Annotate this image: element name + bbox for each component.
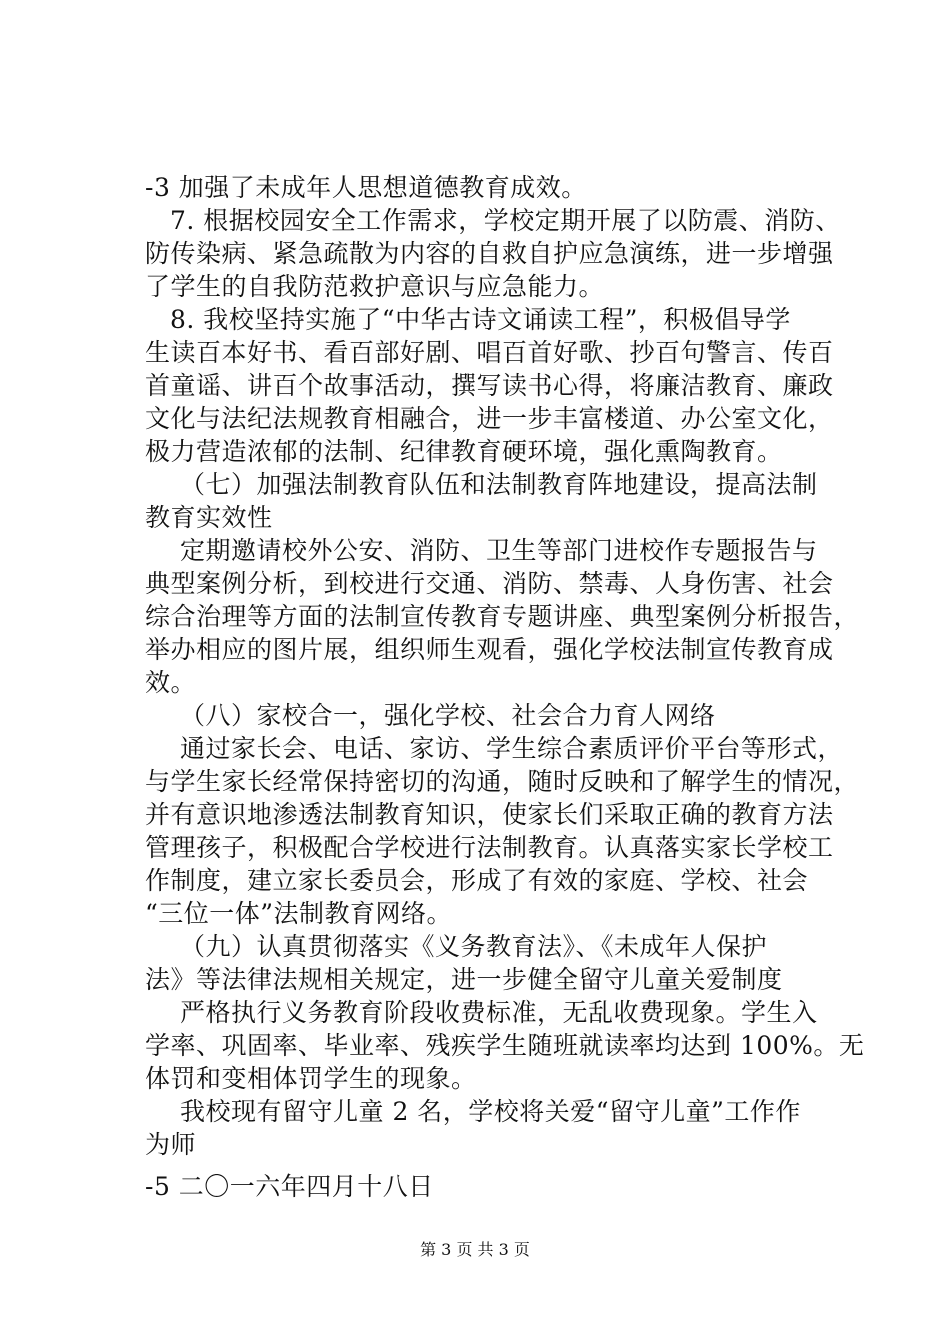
text-line-15: 举办相应的图片展，组织师生观看，强化学校法制宣传教育成 bbox=[145, 635, 834, 664]
section-heading-9-line-2: 法》等法律法规相关规定，进一步健全留守儿童关爱制度 bbox=[145, 965, 783, 994]
text-line-18: 通过家长会、电话、家访、学生综合素质评价平台等形式， bbox=[180, 734, 844, 763]
section-heading-7-line-2: 教育实效性 bbox=[145, 503, 273, 532]
text-line-26: 严格执行义务教育阶段收费标准，无乱收费现象。学生入 bbox=[180, 998, 818, 1027]
text-line-6: 生读百本好书、看百部好剧、唱百首好歌、抄百句警言、传百 bbox=[145, 338, 834, 367]
text-line-14: 综合治理等方面的法制宣传教育专题讲座、典型案例分析报告， bbox=[145, 602, 860, 631]
text-line-29: 我校现有留守儿童 2 名，学校将关爱“留守儿童”工作作 bbox=[180, 1097, 801, 1126]
text-line-21: 管理孩子，积极配合学校进行法制教育。认真落实家长学校工 bbox=[145, 833, 834, 862]
text-line-20: 并有意识地渗透法制教育知识，使家长们采取正确的教育方法 bbox=[145, 800, 834, 829]
text-line-22: 作制度，建立家长委员会，形成了有效的家庭、学校、社会 bbox=[145, 866, 809, 895]
text-line-4: 了学生的自我防范救护意识与应急能力。 bbox=[145, 272, 605, 301]
text-line-23: “三位一体”法制教育网络。 bbox=[145, 899, 453, 928]
text-line-27: 学率、巩固率、毕业率、残疾学生随班就读率均达到 100%。无 bbox=[145, 1031, 865, 1060]
text-line-1: -3 加强了未成年人思想道德教育成效。 bbox=[145, 173, 587, 202]
text-line-8: 文化与法纪法规教育相融合，进一步丰富楼道、办公室文化， bbox=[145, 404, 834, 433]
text-line-9: 极力营造浓郁的法制、纪律教育硬环境，强化熏陶教育。 bbox=[145, 437, 783, 466]
text-line-16: 效。 bbox=[145, 668, 197, 697]
text-line-12: 定期邀请校外公安、消防、卫生等部门进校作专题报告与 bbox=[180, 536, 818, 565]
section-heading-7-line-1: （七）加强法制教育队伍和法制教育阵地建设，提高法制 bbox=[180, 470, 818, 499]
text-line-13: 典型案例分析，到校进行交通、消防、禁毒、人身伤害、社会 bbox=[145, 569, 834, 598]
page-number-footer: 第 3 页 共 3 页 bbox=[420, 1240, 530, 1259]
section-heading-9-line-1: （九）认真贯彻落实《义务教育法》、《未成年人保护 bbox=[180, 932, 768, 961]
text-line-2: 7. 根据校园安全工作需求，学校定期开展了以防震、消防、 bbox=[170, 206, 841, 235]
text-line-30: 为师 bbox=[145, 1130, 197, 1159]
text-line-28: 体罚和变相体罚学生的现象。 bbox=[145, 1064, 477, 1093]
text-line-7: 首童谣、讲百个故事活动，撰写读书心得，将廉洁教育、廉政 bbox=[145, 371, 834, 400]
text-line-3: 防传染病、紧急疏散为内容的自救自护应急演练，进一步增强 bbox=[145, 239, 834, 268]
section-heading-8: （八）家校合一，强化学校、社会合力育人网络 bbox=[180, 701, 716, 730]
text-line-5: 8. 我校坚持实施了“中华古诗文诵读工程”，积极倡导学 bbox=[170, 305, 791, 334]
date-line: -5 二〇一六年四月十八日 bbox=[145, 1172, 434, 1201]
text-line-19: 与学生家长经常保持密切的沟通，随时反映和了解学生的情况， bbox=[145, 767, 860, 796]
